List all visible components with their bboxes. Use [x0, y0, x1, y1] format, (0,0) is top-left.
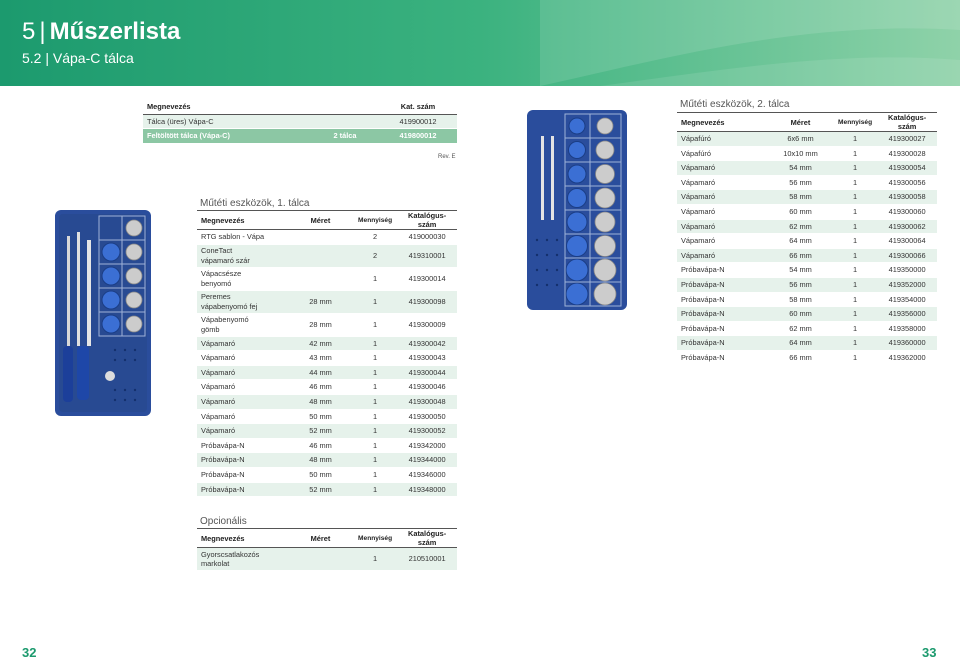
table-header-row: [677, 113, 937, 132]
cell: Feltöltött tálca (Vápa-C): [143, 129, 311, 144]
table-row: [197, 453, 457, 468]
cell: Vápafúró: [677, 132, 768, 147]
header-cell: Méret: [310, 533, 331, 543]
table-row: [197, 244, 457, 267]
cell: [288, 244, 353, 267]
table-row: [677, 219, 937, 234]
cell: 1: [353, 453, 397, 468]
cell: 419300014: [397, 267, 457, 290]
cell: 419350000: [877, 263, 937, 278]
cell: 419300056: [877, 175, 937, 190]
cell: Vápamaró: [677, 161, 768, 176]
cell: 419300052: [397, 424, 457, 439]
table-row: [143, 114, 457, 129]
cell: 419310001: [397, 244, 457, 267]
cell: 58 mm: [768, 292, 833, 307]
cell: 419300028: [877, 146, 937, 161]
cell: 419300064: [877, 234, 937, 249]
cell: Gyorscsatlakozós markolat: [197, 548, 288, 571]
tray-2-photo: [527, 110, 627, 310]
cell: [288, 548, 353, 571]
header-cell: Méret: [790, 117, 811, 127]
cell: 2: [353, 244, 397, 267]
table-row: [197, 365, 457, 380]
cell: Vápamaró: [677, 204, 768, 219]
table-row: [197, 482, 457, 497]
cell: 1: [353, 482, 397, 497]
table-row: [197, 351, 457, 366]
cell: Próbavápa-N: [677, 292, 768, 307]
chapter-number: 5: [22, 18, 36, 45]
cell: Vápamaró: [677, 219, 768, 234]
cell: 1: [833, 219, 877, 234]
cell: Vápamaró: [197, 351, 288, 366]
cell: 419300058: [877, 190, 937, 205]
header-cell: Megnevezés: [201, 215, 245, 225]
instruments-2-title: Műtéti eszközök, 2. tálca: [680, 99, 790, 110]
cell: Vápamaró: [197, 336, 288, 351]
table-row: [677, 263, 937, 278]
instruments-1-table: [197, 211, 457, 497]
tray-table: [143, 100, 457, 144]
cell: Próbavápa-N: [197, 482, 288, 497]
cell: 48 mm: [288, 394, 353, 409]
cell: 419348000: [397, 482, 457, 497]
cell: Tálca (üres) Vápa-C: [143, 114, 311, 129]
cell: 419300098: [397, 290, 457, 313]
header-cell: Mennyiség: [358, 216, 393, 224]
cell: 6x6 mm: [768, 132, 833, 147]
cell: 60 mm: [768, 307, 833, 322]
cell: 419300027: [877, 132, 937, 147]
cell: 1: [353, 365, 397, 380]
cell: Peremes vápabenyomó fej: [197, 290, 288, 313]
cell: Vápamaró: [197, 394, 288, 409]
table-row: [677, 132, 937, 147]
cell: Vápacsésze benyomó: [197, 267, 288, 290]
cell: 1: [353, 394, 397, 409]
cell: Próbavápa-N: [197, 467, 288, 482]
chapter-title-text: Műszerlista: [49, 18, 181, 45]
cell: Próbavápa-N: [197, 438, 288, 453]
cell: 46 mm: [288, 438, 353, 453]
chapter-title: 5 | Műszerlista: [22, 18, 181, 45]
cell: 1: [353, 409, 397, 424]
cell: 419300043: [397, 351, 457, 366]
cell: 10x10 mm: [768, 146, 833, 161]
header-cell: Megnevezés: [681, 117, 725, 127]
cell: 419000030: [397, 230, 457, 245]
cell: 419362000: [877, 350, 937, 365]
cell: 28 mm: [288, 290, 353, 313]
cell: 1: [353, 380, 397, 395]
table-row: [143, 129, 457, 144]
cell: Próbavápa-N: [677, 321, 768, 336]
cell: 1: [353, 336, 397, 351]
cell: 48 mm: [288, 453, 353, 468]
cell: Próbavápa-N: [197, 453, 288, 468]
cell: 64 mm: [768, 336, 833, 351]
cell: 419300060: [877, 204, 937, 219]
cell: 419346000: [397, 467, 457, 482]
cell: 1: [353, 267, 397, 290]
cell: Vápamaró: [677, 190, 768, 205]
cell: Vápamaró: [197, 424, 288, 439]
table-row: [197, 380, 457, 395]
cell: 419342000: [397, 438, 457, 453]
cell: 1: [833, 234, 877, 249]
cell: RTG sablon - Vápa: [197, 230, 288, 245]
table-row: [677, 204, 937, 219]
cell: 419360000: [877, 336, 937, 351]
table-row: [677, 190, 937, 205]
cell: 2: [353, 230, 397, 245]
table-row: [197, 290, 457, 313]
cell: Próbavápa-N: [677, 350, 768, 365]
revision-label: Rev. E: [438, 154, 456, 160]
cell: 1: [833, 161, 877, 176]
cell: Vápamaró: [677, 175, 768, 190]
page-number-right: 33: [922, 645, 937, 660]
header-cell: Méret: [310, 215, 331, 225]
cell: 62 mm: [768, 321, 833, 336]
cell: Próbavápa-N: [677, 307, 768, 322]
table-row: [197, 267, 457, 290]
table-header-row: [197, 529, 457, 548]
cell: 1: [353, 438, 397, 453]
cell: 1: [353, 467, 397, 482]
cell: 419300054: [877, 161, 937, 176]
cell: Vápafúró: [677, 146, 768, 161]
table-row: [677, 248, 937, 263]
cell: 419300044: [397, 365, 457, 380]
cell: 419354000: [877, 292, 937, 307]
table-row: [677, 350, 937, 365]
table-row: [197, 467, 457, 482]
cell: 52 mm: [288, 482, 353, 497]
optional-title: Opcionális: [200, 516, 247, 527]
subsection-title: 5.2 | Vápa-C tálca: [22, 50, 134, 66]
cell: 56 mm: [768, 277, 833, 292]
cell: 64 mm: [768, 234, 833, 249]
cell: Próbavápa-N: [677, 263, 768, 278]
table-row: [677, 307, 937, 322]
cell: Vápabenyomó gömb: [197, 313, 288, 336]
cell: [288, 230, 353, 245]
cell: 419800012: [379, 129, 457, 144]
table-row: [677, 234, 937, 249]
table-row: [197, 336, 457, 351]
cell: 1: [833, 336, 877, 351]
cell: 62 mm: [768, 219, 833, 234]
cell: 419358000: [877, 321, 937, 336]
header-cell: Katalógus- szám: [408, 529, 447, 547]
cell: 419300066: [877, 248, 937, 263]
cell: Próbavápa-N: [677, 336, 768, 351]
cell: 1: [833, 321, 877, 336]
cell: 1: [833, 277, 877, 292]
cell: 1: [353, 351, 397, 366]
optional-table: [197, 529, 457, 571]
cell: 419300046: [397, 380, 457, 395]
cell: 1: [833, 248, 877, 263]
cell: 56 mm: [768, 175, 833, 190]
table-row: [677, 292, 937, 307]
page-number-left: 32: [22, 645, 37, 660]
cell: 2 tálca: [311, 129, 379, 144]
cell: 54 mm: [768, 263, 833, 278]
tray-table-header: [143, 100, 457, 114]
cell: 50 mm: [288, 467, 353, 482]
instruments-1-title: Műtéti eszközök, 1. tálca: [200, 198, 310, 209]
table-row: [197, 409, 457, 424]
table-row: [197, 394, 457, 409]
cell: 1: [353, 290, 397, 313]
cell: [288, 267, 353, 290]
cell: 60 mm: [768, 204, 833, 219]
cell: 66 mm: [768, 350, 833, 365]
cell: 419300062: [877, 219, 937, 234]
cell: 1: [833, 204, 877, 219]
cell: 419356000: [877, 307, 937, 322]
cell: 42 mm: [288, 336, 353, 351]
table-row: [197, 313, 457, 336]
table-row: [197, 438, 457, 453]
cell: 52 mm: [288, 424, 353, 439]
cell: 1: [833, 263, 877, 278]
header-swoosh-decoration: [540, 0, 960, 86]
header-cell: [311, 100, 379, 114]
header-cell: Mennyiség: [358, 534, 393, 542]
header-cell: Mennyiség: [838, 118, 873, 126]
cell: 419300048: [397, 394, 457, 409]
cell: 43 mm: [288, 351, 353, 366]
chapter-header: [0, 0, 960, 86]
cell: 1: [833, 132, 877, 147]
cell: 54 mm: [768, 161, 833, 176]
cell: 28 mm: [288, 313, 353, 336]
cell: Vápamaró: [677, 234, 768, 249]
table-row: [677, 321, 937, 336]
table-row: [677, 336, 937, 351]
cell: 1: [833, 190, 877, 205]
table-row: [677, 175, 937, 190]
cell: ConeTact vápamaró szár: [197, 244, 288, 267]
cell: 419300009: [397, 313, 457, 336]
cell: 58 mm: [768, 190, 833, 205]
cell: Vápamaró: [197, 409, 288, 424]
header-cell: Kat. szám: [400, 102, 436, 112]
instruments-2-table: [677, 113, 937, 366]
table-header-row: [197, 211, 457, 230]
cell: 1: [353, 424, 397, 439]
cell: 419352000: [877, 277, 937, 292]
tray-1-photo: [55, 210, 151, 416]
cell: 1: [833, 350, 877, 365]
cell: 419300050: [397, 409, 457, 424]
cell: [311, 114, 379, 129]
cell: Vápamaró: [197, 365, 288, 380]
cell: 1: [833, 307, 877, 322]
cell: 1: [833, 146, 877, 161]
cell: 419344000: [397, 453, 457, 468]
table-row: [677, 277, 937, 292]
cell: Vápamaró: [197, 380, 288, 395]
header-cell: Katalógus- szám: [888, 113, 927, 131]
table-row: [197, 548, 457, 571]
cell: 66 mm: [768, 248, 833, 263]
cell: 46 mm: [288, 380, 353, 395]
cell: 1: [353, 313, 397, 336]
cell: 419900012: [379, 114, 457, 129]
cell: Próbavápa-N: [677, 277, 768, 292]
cell: 44 mm: [288, 365, 353, 380]
cell: 50 mm: [288, 409, 353, 424]
cell: 419300042: [397, 336, 457, 351]
cell: 1: [353, 548, 397, 571]
table-row: [197, 424, 457, 439]
cell: Vápamaró: [677, 248, 768, 263]
cell: 1: [833, 292, 877, 307]
table-row: [197, 230, 457, 245]
header-cell: Megnevezés: [147, 102, 191, 112]
cell: 210510001: [397, 548, 457, 571]
header-cell: Katalógus- szám: [408, 211, 447, 229]
header-cell: Megnevezés: [201, 533, 245, 543]
table-row: [677, 146, 937, 161]
cell: 1: [833, 175, 877, 190]
table-row: [677, 161, 937, 176]
